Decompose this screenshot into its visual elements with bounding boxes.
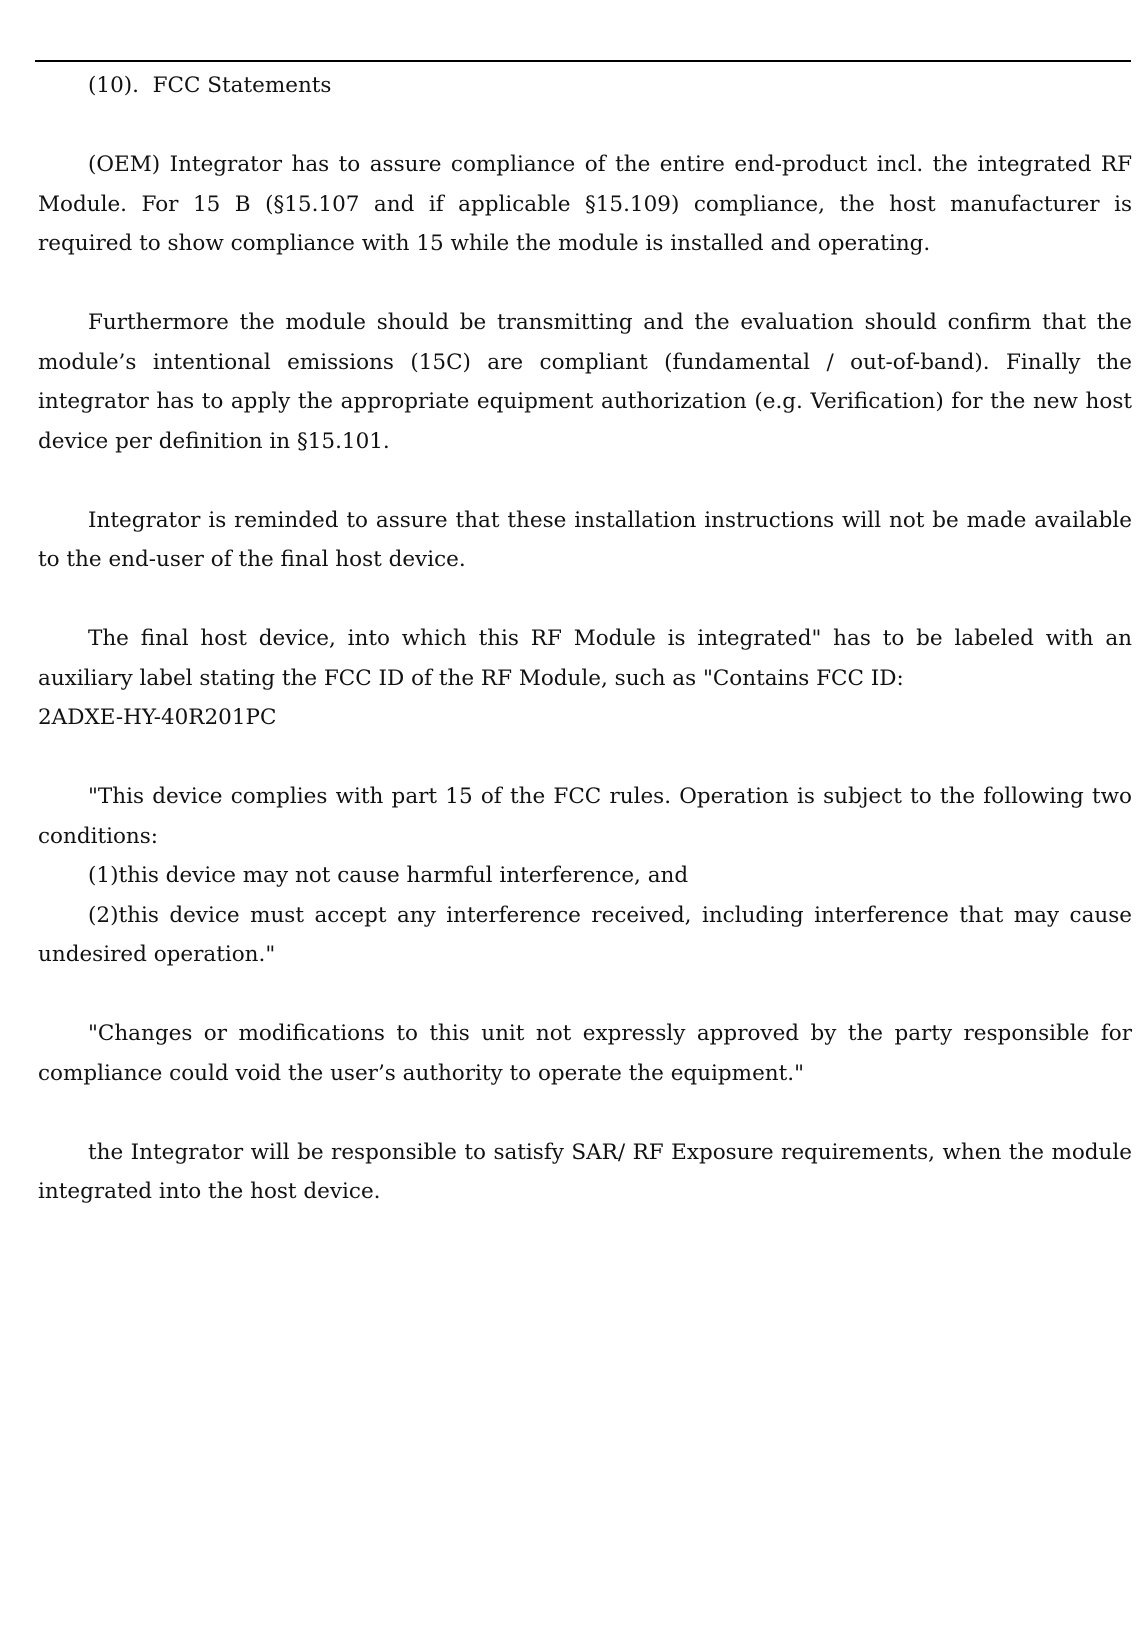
fcc-id-value: 2ADXE-HY-40R201PC [38,705,277,730]
labeling-text: The final host device, into which this RF Module is integrated" has to be labeled with an auxiliary label stating the FCC ID of the RF Module, such as "Contains FCC ID: [38,626,1132,691]
condition-1: (1)this device may not cause harmful interference, and [88,863,689,888]
labeling-paragraph [38,619,1132,738]
sar-exposure-paragraph: the Integrator will be responsible to satisfy SAR/ RF Exposure requirements, when the module integrated into the host device. [38,1139,1132,1204]
changes-warning-paragraph: "Changes or modifications to this unit not expressly approved by the party responsible for compliance could void the user’s authority to operate the equipment." [38,1021,1132,1086]
part15-statement-paragraph: "This device complies with part 15 of the FCC rules. Operation is subject to the following two conditions: [38,784,1132,849]
oem-compliance-paragraph: (OEM) Integrator has to assure compliance of the entire end-product incl. the integrated RF Module. For 15 B (§15.107 and if applicable §15.109) compliance, the host manufacturer is required to show compliance with 15 while the module is installed and operating. [38,152,1132,256]
document-body [38,66,1132,1212]
integrator-reminder-paragraph: Integrator is reminded to assure that these installation instructions will not be made available to the end-user of the final host device. [38,507,1132,572]
section-heading: (10). FCC Statements [88,73,332,98]
header-rule [35,60,1131,62]
condition-2: (2)this device must accept any interference received, including interference that may cause undesired operation." [38,902,1132,967]
transmission-evaluation-paragraph: Furthermore the module should be transmitting and the evaluation should confirm that the module’s intentional emissions (15C) are compliant (fundamental / out-of-band). Finally the integrator has to apply the appropriate equipment authorization (e.g. Verification) for the new host device per definition in §15.101. [38,310,1132,454]
